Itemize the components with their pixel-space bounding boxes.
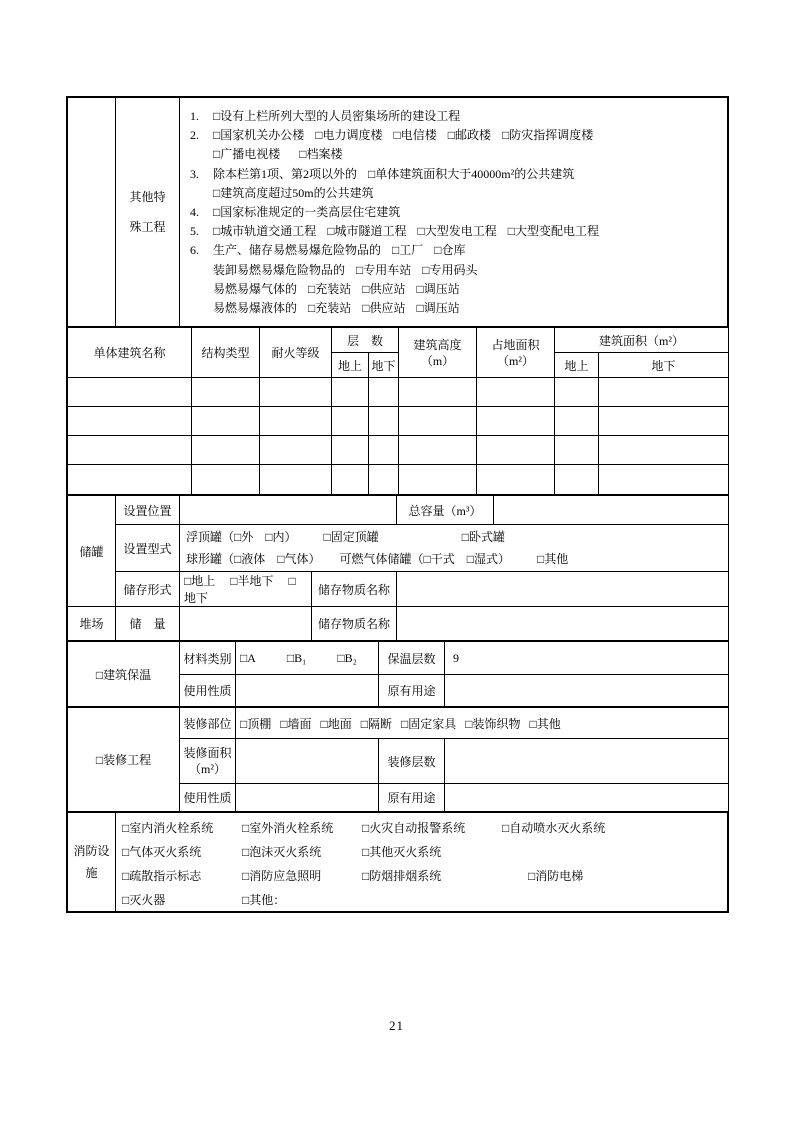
checkbox-option[interactable]: □调压站 [416, 301, 460, 316]
tank-material-name-label: 储存物质名称 [312, 572, 397, 607]
insulation-section [67, 641, 729, 707]
insulation-layers-label: 保温层数 [379, 642, 445, 675]
building-height-cell[interactable] [399, 378, 477, 407]
building-name-cell[interactable] [68, 378, 192, 407]
checkbox-option[interactable]: □国家标准规定的一类高层住宅建筑 [213, 205, 401, 220]
checkbox-option[interactable]: □广播电视楼 [213, 147, 281, 162]
checkbox-option-class-b1[interactable]: □B₁ [286, 650, 307, 665]
col-header-structure-type: 结构类型 [192, 328, 260, 378]
checkbox-option[interactable]: □专用车站 [356, 262, 412, 277]
checkbox-option[interactable]: □城市隧道工程 [327, 224, 407, 239]
decoration-parts-label: 装修部位 [180, 708, 236, 739]
option-prefix: 装卸易燃易爆危险物品的 [213, 262, 346, 277]
item-number: 1. [190, 109, 199, 123]
checkbox-option-fixed-roof[interactable]: □固定顶罐 [323, 530, 379, 544]
fire-grid-spacer [502, 841, 723, 863]
checkbox-option-above-ground[interactable]: □地上 [184, 574, 216, 588]
page-number: 21 [389, 1018, 404, 1033]
checkbox-option[interactable]: □设有上栏所列大型的人员密集场所的建设工程 [213, 109, 461, 123]
col-header-floor-area: 建筑面积（m²） [555, 328, 729, 353]
checkbox-option-other-extinguishing[interactable]: □其他灭火系统 [362, 845, 442, 859]
footprint-area-cell[interactable] [477, 436, 555, 465]
checkbox-option-gas-extinguishing[interactable]: □气体灭火系统 [122, 845, 202, 859]
decoration-usage-label: 使用性质 [180, 784, 236, 812]
insulation-material-label: 材料类别 [180, 642, 236, 675]
col-header-area-above: 地上 [555, 353, 599, 378]
structure-type-cell[interactable] [192, 378, 260, 407]
fire-facilities-options [116, 813, 728, 912]
floors-above-cell[interactable] [332, 378, 369, 407]
decoration-usage-input-cell[interactable] [236, 784, 379, 812]
checkbox-option-horizontal-tank[interactable]: □卧式罐 [461, 530, 505, 544]
special-item-6 [190, 241, 723, 318]
area-above-cell[interactable] [555, 436, 599, 465]
area-above-cell[interactable] [555, 407, 599, 436]
building-row [68, 378, 729, 407]
insulation-material-options [236, 642, 379, 675]
insulation-layers-value[interactable]: 9 [445, 642, 729, 675]
col-header-floors-above: 地上 [332, 353, 369, 378]
col-header-floors: 层 数 [332, 328, 399, 353]
floors-above-cell[interactable] [332, 407, 369, 436]
checkbox-option[interactable]: □国家机关办公楼 [213, 128, 305, 143]
tank-type-label: 设置型式 [116, 525, 180, 572]
checkbox-option[interactable]: □供应站 [362, 301, 406, 316]
checkbox-option[interactable]: □邮政楼 [447, 128, 491, 143]
special-projects-section [67, 97, 728, 327]
tank-type-options [180, 525, 729, 572]
checkbox-option[interactable]: □单体建筑面积大于40000m²的公共建筑 [368, 166, 575, 181]
checkbox-option-sprinkler[interactable]: □自动喷水灭火系统 [502, 821, 606, 835]
checkbox-option[interactable]: □电力调度楼 [315, 128, 383, 143]
checkbox-option-floor[interactable]: □地面 [320, 716, 352, 731]
yard-row-label: 堆场 [68, 607, 116, 641]
tank-capacity-input-cell[interactable] [494, 496, 729, 525]
special-item-3 [190, 165, 723, 203]
item-number: 4. [190, 205, 199, 220]
fire-rating-cell[interactable] [260, 436, 332, 465]
checkbox-option[interactable]: □充装站 [308, 281, 352, 296]
col-header-fire-rating: 耐火等级 [260, 328, 332, 378]
tank-capacity-label: 总容量（m³） [397, 496, 494, 525]
structure-type-cell[interactable] [192, 436, 260, 465]
item-number: 2. [190, 128, 199, 143]
decoration-checkbox-label[interactable]: □装修工程 [68, 708, 180, 812]
special-projects-list [180, 98, 728, 327]
floors-below-cell[interactable] [369, 378, 399, 407]
floors-below-cell[interactable] [369, 436, 399, 465]
item-number: 6. [190, 243, 199, 258]
tank-row-label: 储罐 [68, 496, 116, 607]
item-number: 5. [190, 224, 199, 239]
tank-location-label: 设置位置 [116, 496, 180, 525]
insulation-original-use-label: 原有用途 [379, 675, 445, 707]
checkbox-option[interactable]: □仓库 [434, 243, 466, 258]
checkbox-option-fire-alarm[interactable]: □火灾自动报警系统 [362, 821, 466, 835]
checkbox-option-foam-extinguishing[interactable]: □泡沫灭火系统 [242, 845, 322, 859]
yard-quantity-input-cell[interactable] [180, 607, 312, 641]
tank-material-name-input-cell[interactable] [397, 572, 729, 607]
building-row [68, 465, 729, 495]
checkbox-option-evacuation-signs[interactable]: □疏散指示标志 [122, 869, 202, 883]
area-below-cell[interactable] [599, 436, 729, 465]
yard-material-name-label: 储存物质名称 [312, 607, 397, 641]
col-header-footprint-area: 占地面积 （m²） [477, 328, 555, 378]
decoration-area-input-cell[interactable] [236, 739, 379, 784]
option-prefix: 易燃易爆液体的 [213, 301, 298, 316]
col-header-floors-below: 地下 [369, 353, 399, 378]
area-below-cell[interactable] [599, 465, 729, 495]
tank-storage-form-options [180, 572, 312, 607]
row-header-empty-cell [68, 98, 116, 327]
building-height-cell[interactable] [399, 465, 477, 495]
tank-storage-form-label: 储存形式 [116, 572, 180, 607]
checkbox-option[interactable]: □专用码头 [422, 262, 478, 277]
checkbox-option[interactable]: □大型变配电工程 [507, 224, 599, 239]
checkbox-option-ceiling[interactable]: □顶棚 [240, 716, 272, 731]
checkbox-option-fixed-furniture[interactable]: □固定家具 [401, 716, 457, 731]
col-header-building-name: 单体建筑名称 [68, 328, 192, 378]
building-name-cell[interactable] [68, 407, 192, 436]
insulation-usage-input-cell[interactable] [236, 675, 379, 707]
option-prefix: 生产、储存易燃易爆危险物品的 [213, 243, 382, 258]
checkbox-option-smoke-control[interactable]: □防烟排烟系统 [362, 869, 442, 883]
floors-below-cell[interactable] [369, 407, 399, 436]
checkbox-option-other-tank[interactable]: □其他 [537, 552, 569, 566]
checkbox-option-wall[interactable]: □墙面 [280, 716, 312, 731]
checkbox-option-emergency-lighting[interactable]: □消防应急照明 [242, 869, 322, 883]
checkbox-option[interactable]: □防灾指挥调度楼 [502, 128, 594, 143]
building-name-cell[interactable] [68, 436, 192, 465]
checkbox-option[interactable]: □档案楼 [299, 147, 343, 162]
col-header-area-below: 地下 [599, 353, 729, 378]
checkbox-option-other-part[interactable]: □其他 [529, 716, 561, 731]
option-prefix: 易燃易爆气体的 [213, 281, 298, 296]
checkbox-option-partition[interactable]: □隔断 [360, 716, 392, 731]
floors-above-cell[interactable] [332, 465, 369, 495]
checkbox-option[interactable]: □城市轨道交通工程 [213, 224, 317, 239]
fire-grid-spacer [502, 889, 723, 911]
checkbox-option-spherical-tank[interactable]: 球形罐（□液体 □气体） [186, 552, 321, 566]
checkbox-option-decorative-fabric[interactable]: □装饰织物 [465, 716, 521, 731]
special-projects-label-line1: 其他特 [129, 190, 166, 204]
yard-quantity-label: 储 量 [116, 607, 180, 641]
insulation-usage-label: 使用性质 [180, 675, 236, 707]
special-item-4 [190, 203, 723, 222]
special-item-5 [190, 222, 723, 241]
decoration-parts-options [236, 708, 729, 739]
building-height-cell[interactable] [399, 407, 477, 436]
checkbox-option-underground[interactable]: □地下 [184, 574, 296, 605]
insulation-checkbox-label[interactable]: □建筑保温 [68, 642, 180, 707]
checkbox-option-flammable-gas-tank[interactable]: 可燃气体储罐（□干式 □湿式） [339, 552, 510, 566]
checkbox-option-indoor-hydrant[interactable]: □室内消火栓系统 [122, 821, 214, 835]
decoration-area-label: 装修面积 （m²） [180, 739, 236, 784]
fire-rating-cell[interactable] [260, 407, 332, 436]
special-projects-label-line2: 殊工程 [129, 220, 166, 234]
storage-tank-section [67, 495, 729, 641]
floors-below-cell[interactable] [369, 465, 399, 495]
checkbox-option[interactable]: □充装站 [308, 301, 352, 316]
col-header-building-height: 建筑高度 （m） [399, 328, 477, 378]
footprint-area-cell[interactable] [477, 465, 555, 495]
checkbox-option[interactable]: □大型发电工程 [417, 224, 497, 239]
fire-facilities-row-label: 消防设 施 [68, 813, 116, 912]
checkbox-option[interactable]: □工厂 [392, 243, 424, 258]
area-below-cell[interactable] [599, 378, 729, 407]
checkbox-option-class-a[interactable]: □A [240, 650, 256, 665]
checkbox-option-outdoor-hydrant[interactable]: □室外消火栓系统 [242, 821, 334, 835]
area-above-cell[interactable] [555, 378, 599, 407]
item-number: 3. [190, 166, 199, 181]
checkbox-option-other-facility[interactable]: □其他： [242, 893, 286, 907]
building-row [68, 436, 729, 465]
checkbox-option-fire-elevator[interactable]: □消防电梯 [528, 869, 584, 883]
checkbox-option[interactable]: □电信楼 [393, 128, 437, 143]
building-name-cell[interactable] [68, 465, 192, 495]
fire-facilities-section [67, 812, 728, 912]
decoration-original-use-input-cell[interactable] [445, 784, 729, 812]
fire-rating-cell[interactable] [260, 465, 332, 495]
insulation-original-use-input-cell[interactable] [445, 675, 729, 707]
special-projects-row-label [116, 98, 180, 327]
building-row [68, 407, 729, 436]
special-item-2 [190, 126, 723, 164]
special-item-1 [190, 107, 723, 126]
checkbox-option-semi-underground[interactable]: □半地下 [230, 574, 274, 588]
building-height-cell[interactable] [399, 436, 477, 465]
building-table [67, 327, 729, 495]
decoration-floors-label: 装修层数 [379, 739, 445, 784]
decoration-section [67, 707, 729, 812]
fire-safety-form-table [66, 96, 729, 913]
structure-type-cell[interactable] [192, 465, 260, 495]
decoration-floors-input-cell[interactable] [445, 739, 729, 784]
yard-material-name-input-cell[interactable] [397, 607, 729, 641]
tank-location-input-cell[interactable] [180, 496, 397, 525]
fire-rating-cell[interactable] [260, 378, 332, 407]
area-above-cell[interactable] [555, 465, 599, 495]
area-below-cell[interactable] [599, 407, 729, 436]
checkbox-option-fire-extinguisher[interactable]: □灭火器 [122, 893, 166, 907]
checkbox-option-floating-roof[interactable]: 浮顶罐（□外 □内） [186, 530, 297, 544]
checkbox-option[interactable]: □供应站 [362, 281, 406, 296]
structure-type-cell[interactable] [192, 407, 260, 436]
floors-above-cell[interactable] [332, 436, 369, 465]
checkbox-option[interactable]: □调压站 [416, 281, 460, 296]
option-prefix: 除本栏第1项、第2项以外的 [213, 166, 358, 181]
fire-grid-spacer [362, 889, 502, 911]
checkbox-option-class-b2[interactable]: □B₂ [337, 650, 357, 665]
footprint-area-cell[interactable] [477, 378, 555, 407]
checkbox-option[interactable]: □建筑高度超过50m的公共建筑 [213, 185, 374, 200]
footprint-area-cell[interactable] [477, 407, 555, 436]
decoration-original-use-label: 原有用途 [379, 784, 445, 812]
